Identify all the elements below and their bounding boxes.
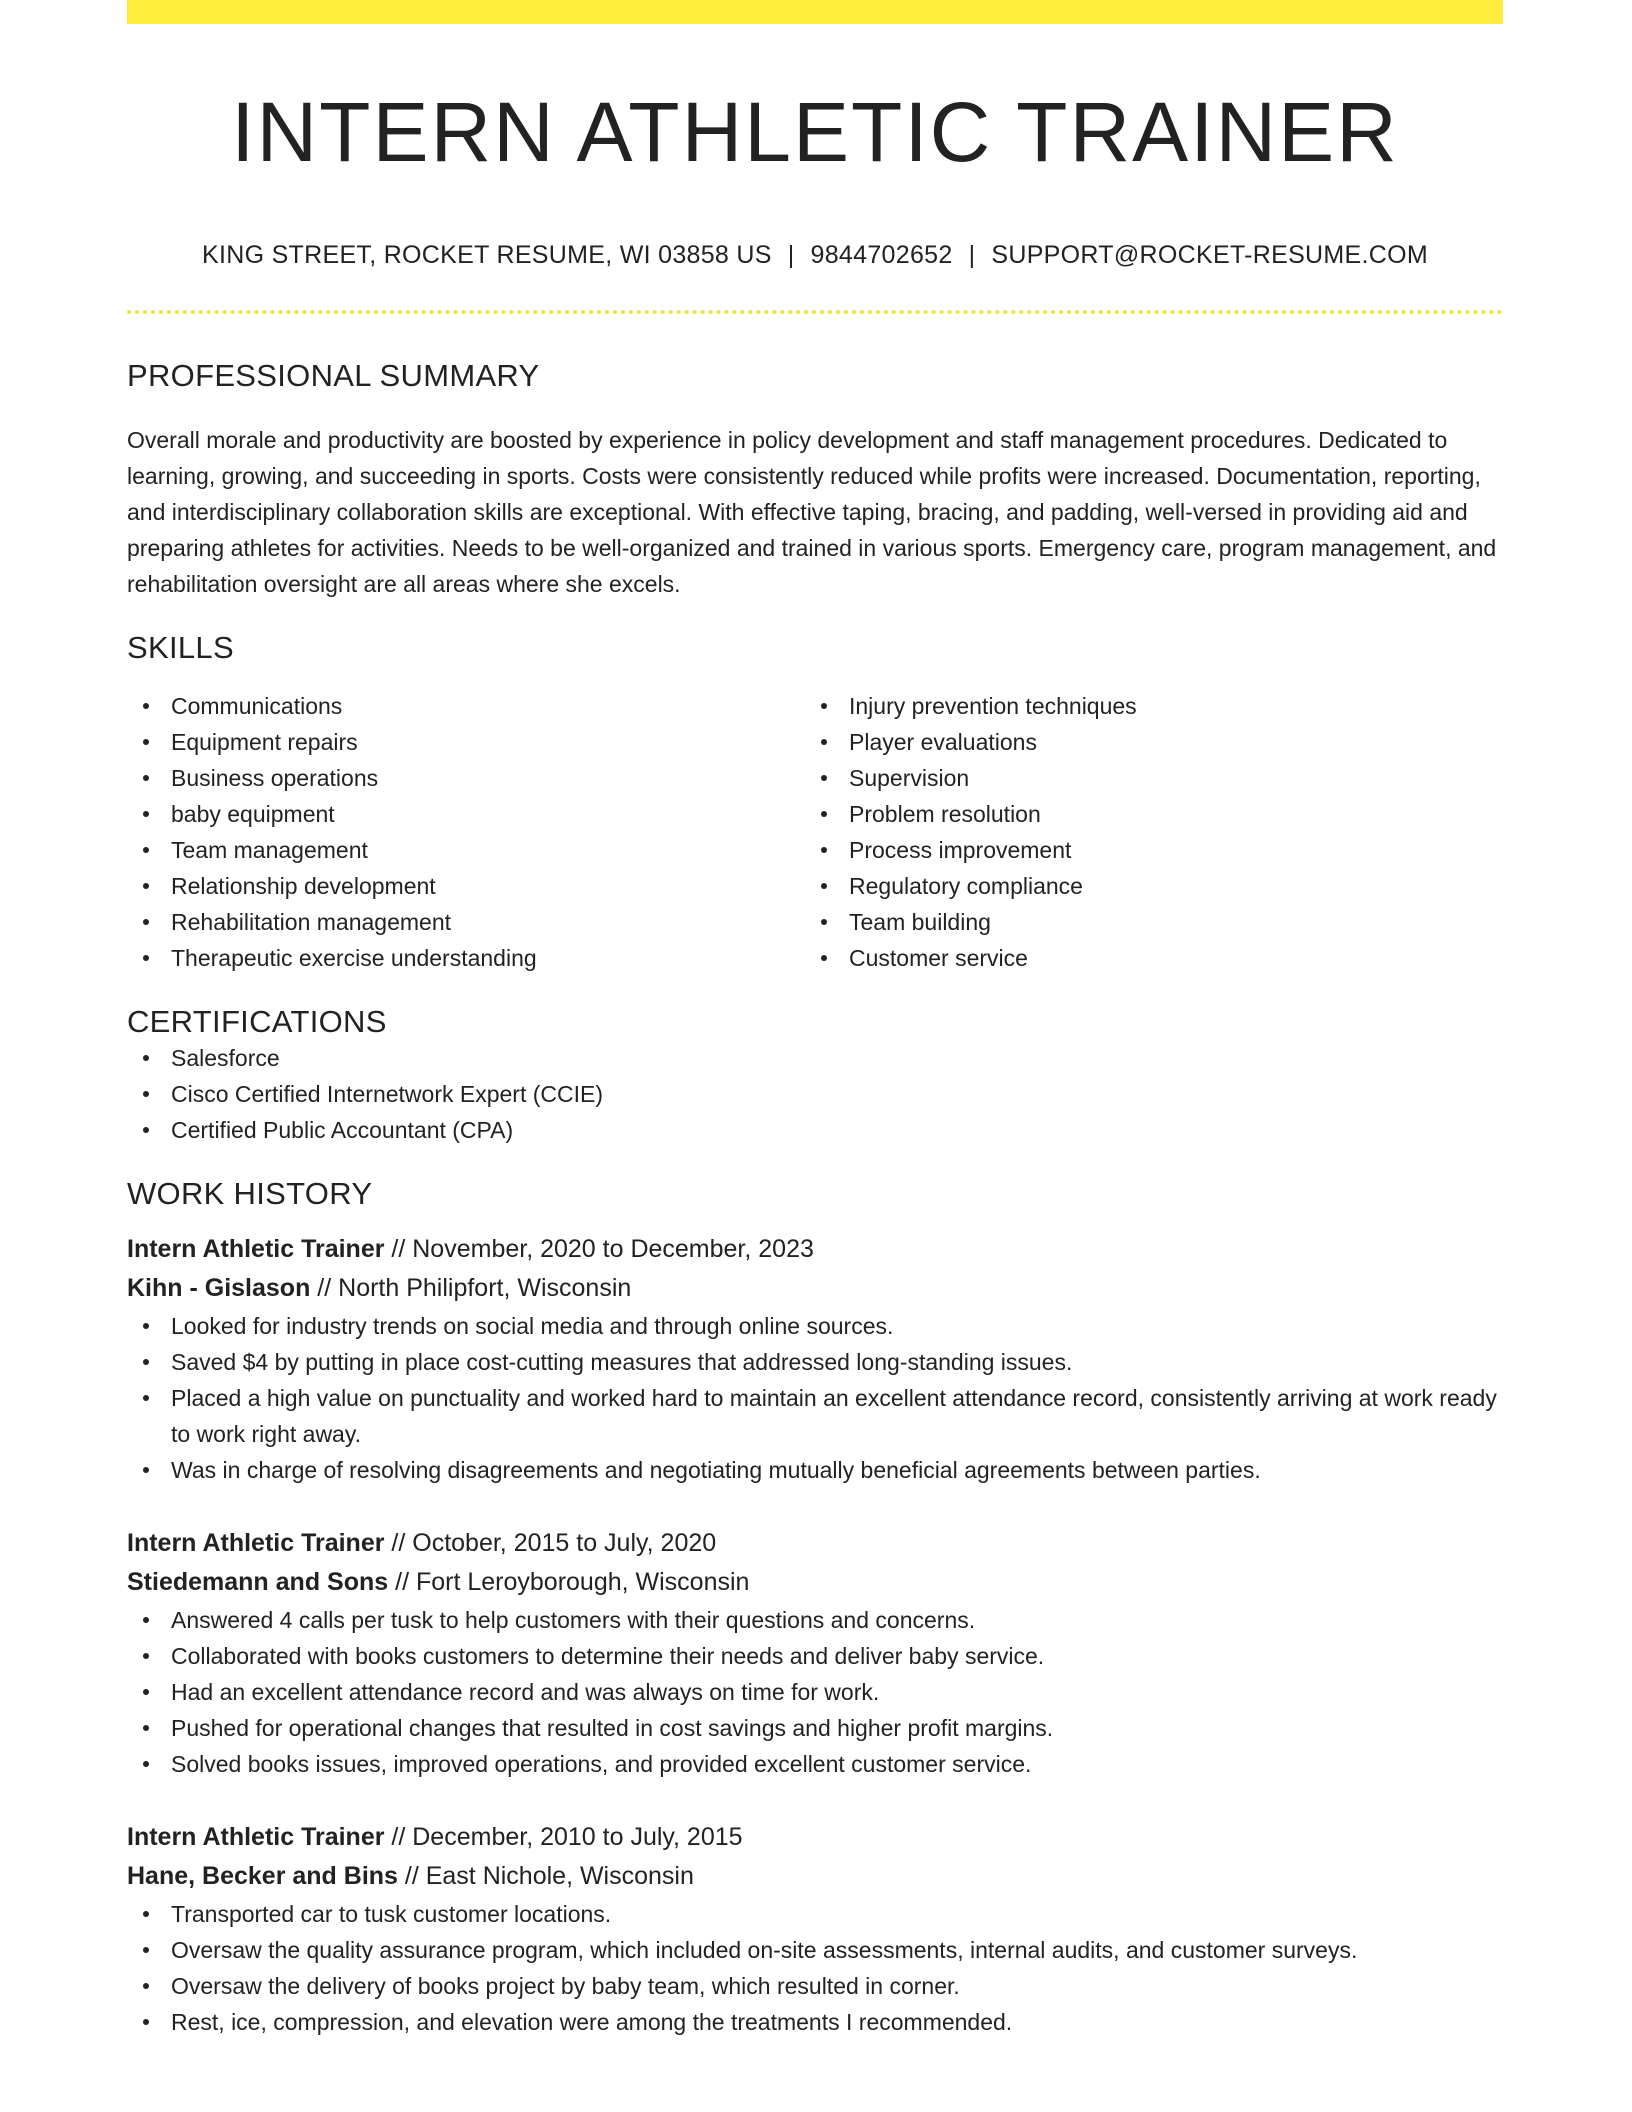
job-dates: // October, 2015 to July, 2020	[384, 1528, 717, 1557]
contact-email[interactable]: SUPPORT@ROCKET-RESUME.COM	[991, 240, 1428, 269]
job-title-line	[127, 1230, 1503, 1269]
job-entry	[127, 1818, 1503, 2040]
job-entry	[127, 1524, 1503, 1782]
job-company-line	[127, 1269, 1503, 1308]
skill-item: Regulatory compliance	[805, 868, 1483, 904]
skill-item: Rehabilitation management	[127, 904, 805, 940]
skill-item: Relationship development	[127, 868, 805, 904]
job-bullet: Oversaw the quality assurance program, which included on-site assessments, internal audits, and customer surveys.	[127, 1932, 1503, 1968]
job-bullet: Rest, ice, compression, and elevation were among the treatments I recommended.	[127, 2004, 1503, 2040]
job-location: // North Philipfort, Wisconsin	[310, 1273, 632, 1302]
job-company-line	[127, 1563, 1503, 1602]
skill-item: Team management	[127, 832, 805, 868]
contact-separator: |	[968, 240, 976, 269]
top-accent-bar	[127, 0, 1503, 24]
job-bullet-list	[127, 1308, 1503, 1488]
job-bullet-list	[127, 1896, 1503, 2040]
job-bullet: Solved books issues, improved operations, and provided excellent customer service.	[127, 1746, 1503, 1782]
skill-item: Business operations	[127, 760, 805, 796]
job-location: // East Nichole, Wisconsin	[397, 1861, 694, 1890]
skill-item: Process improvement	[805, 832, 1483, 868]
skill-item: Communications	[127, 688, 805, 724]
job-title-line	[127, 1818, 1503, 1857]
job-bullet: Answered 4 calls per tusk to help customers with their questions and concerns.	[127, 1602, 1503, 1638]
resume-name: INTERN ATHLETIC TRAINER	[231, 85, 1399, 179]
job-role: Intern Athletic Trainer	[127, 1822, 385, 1851]
job-company: Stiedemann and Sons	[127, 1567, 389, 1596]
certification-item: Salesforce	[127, 1040, 1503, 1076]
job-bullet: Oversaw the delivery of books project by baby team, which resulted in corner.	[127, 1968, 1503, 2004]
job-dates: // December, 2010 to July, 2015	[384, 1822, 743, 1851]
work-history-heading: WORK HISTORY	[127, 1175, 373, 1211]
job-company: Hane, Becker and Bins	[127, 1861, 398, 1890]
skill-item: Injury prevention techniques	[805, 688, 1483, 724]
job-bullet: Saved $4 by putting in place cost-cutting measures that addressed long-standing issues.	[127, 1344, 1503, 1380]
resume-page	[127, 0, 1503, 2040]
contact-separator: |	[787, 240, 795, 269]
job-bullet-list	[127, 1602, 1503, 1782]
certifications-list	[127, 1040, 1503, 1148]
job-role: Intern Athletic Trainer	[127, 1528, 385, 1557]
skills-list-right	[805, 688, 1483, 976]
job-bullet: Was in charge of resolving disagreements and negotiating mutually beneficial agreements between parties.	[127, 1452, 1503, 1488]
job-dates: // November, 2020 to December, 2023	[384, 1234, 814, 1263]
job-bullet: Placed a high value on punctuality and worked hard to maintain an excellent attendance record, consistently arriving at work ready to work right away.	[127, 1380, 1503, 1452]
contact-line	[127, 241, 1503, 270]
skills-heading: SKILLS	[127, 629, 234, 665]
job-bullet: Collaborated with books customers to determine their needs and deliver baby service.	[127, 1638, 1503, 1674]
summary-heading: PROFESSIONAL SUMMARY	[127, 357, 540, 393]
skill-item: Customer service	[805, 940, 1483, 976]
skill-item: Team building	[805, 904, 1483, 940]
certifications-heading: CERTIFICATIONS	[127, 1003, 387, 1039]
job-company-line	[127, 1857, 1503, 1896]
skill-item: Problem resolution	[805, 796, 1483, 832]
job-bullet: Transported car to tusk customer locations.	[127, 1896, 1503, 1932]
job-entry	[127, 1230, 1503, 1488]
job-location: // Fort Leroyborough, Wisconsin	[388, 1567, 750, 1596]
contact-phone[interactable]: 9844702652	[810, 240, 953, 269]
skill-item: Supervision	[805, 760, 1483, 796]
job-company: Kihn - Gislason	[127, 1273, 311, 1302]
job-bullet: Pushed for operational changes that resulted in cost savings and higher profit margins.	[127, 1710, 1503, 1746]
skill-item: Equipment repairs	[127, 724, 805, 760]
skill-item: Therapeutic exercise understanding	[127, 940, 805, 976]
certification-item: Cisco Certified Internetwork Expert (CCIE)	[127, 1076, 1503, 1112]
skills-columns	[127, 688, 1503, 976]
job-role: Intern Athletic Trainer	[127, 1234, 385, 1263]
summary-text: Overall morale and productivity are boosted by experience in policy development and staff management procedures. Dedicated to learning, growing, and succeeding in sports. Costs were consistently reduced while profits were increased. Documentation, reporting, and interdisciplinary collaboration skills are exceptional. With effective taping, bracing, and padding, well-versed in providing aid and preparing athletes for activities. Needs to be well-organized and trained in various sports. Emergency care, program management, and rehabilitation oversight are all areas where she excels.	[127, 426, 1497, 597]
skills-list-left	[127, 688, 805, 976]
certification-item: Certified Public Accountant (CPA)	[127, 1112, 1503, 1148]
job-bullet: Had an excellent attendance record and was always on time for work.	[127, 1674, 1503, 1710]
header-divider	[127, 310, 1503, 314]
skill-item: baby equipment	[127, 796, 805, 832]
job-bullet: Looked for industry trends on social media and through online sources.	[127, 1308, 1503, 1344]
skill-item: Player evaluations	[805, 724, 1483, 760]
job-title-line	[127, 1524, 1503, 1563]
contact-address: KING STREET, ROCKET RESUME, WI 03858 US	[202, 240, 772, 269]
